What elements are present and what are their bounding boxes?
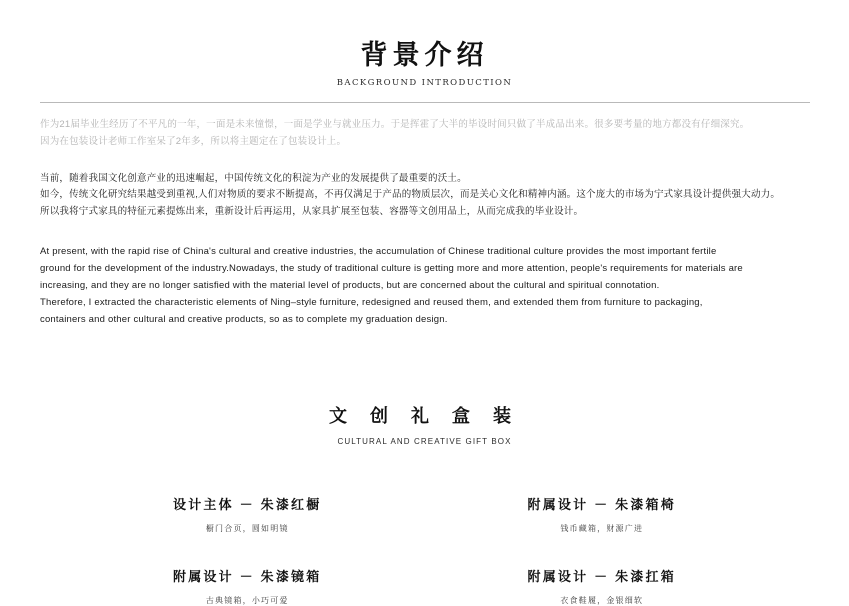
body-en-line-2: ground for the development of the industry.Nowadays, the study of traditional culture is getting more and more attention, people's requirements for materials are [40,262,743,274]
header-divider [40,102,810,103]
body-cn-line-2: 如今，传统文化研究结果越受到重视,人们对物质的要求不断提高，不再仅满足于产品的物质层次，而是关心文化和精神内涵。这个庞大的市场为宁式家具设计提供强大动力。 [40,189,781,201]
item-title: 附属设计 － 朱漆箱椅 [527,496,676,512]
body-en-line-4: Therefore, I extracted the characteristic elements of Ning–style furniture, redesigned and reused them, and extended them from furniture to packaging, [40,296,703,308]
intro-note-block [40,117,809,150]
intro-note-line-2: 因为在包装设计老师工作室呆了2年多，所以将主题定在了包装设计上。 [40,136,347,148]
intro-note-line-1: 作为21届毕业生经历了不平凡的一年，一面是未来憧憬，一面是学业与就业压力。于是挥霍了大半的毕设时间只做了半成品出来。很多要考量的地方都没有仔细深究。 [40,119,750,131]
page-title-cn: 背景介绍 [360,40,489,71]
item-entry [90,494,405,534]
body-cn-line-1: 当前，随着我国文化创意产业的迅速崛起，中国传统文化的积淀为产业的发展提供了最重要的沃土。 [40,172,467,184]
document-body [0,117,849,328]
body-en-line-1: At present, with the rapid rise of China's cultural and creative industries, the accumulation of Chinese traditional culture provides the most important fertile [40,245,717,257]
item-title: 附属设计 － 朱漆扛箱 [527,568,676,584]
body-en-line-5: containers and other cultural and creative products, so as to complete my graduation design. [40,313,448,325]
item-subtitle: 钱币藏箱，财源广进 [560,523,644,533]
body-english-block [40,243,809,328]
item-subtitle: 古典镜箱，小巧可爱 [205,595,289,605]
section-heading [0,402,849,446]
body-en-line-3: increasing, and they are no longer satisfied with the material level of products, but are concerned about the cultural and spiritual connotation. [40,279,660,291]
item-subtitle: 衣食鞋履，金银细软 [560,595,644,605]
item-title: 设计主体 － 朱漆红橱 [173,496,322,512]
section-title-cn: 文 创 礼 盒 装 [328,405,520,426]
item-subtitle: 橱门合页，圆如明镜 [205,523,289,533]
page-title-en: BACKGROUND INTRODUCTION [336,78,513,89]
document-header [0,0,849,103]
section-title-en: CULTURAL AND CREATIVE GIFT BOX [337,436,512,446]
body-cn-line-3: 所以我将宁式家具的特征元素提炼出来，重新设计后再运用，从家具扩展至包装、容器等文创用品上，从而完成我的毕业设计。 [40,205,584,217]
item-grid [0,494,849,606]
body-chinese-block [40,171,809,221]
item-entry [445,494,760,534]
item-title: 附属设计 － 朱漆镜箱 [173,568,322,584]
